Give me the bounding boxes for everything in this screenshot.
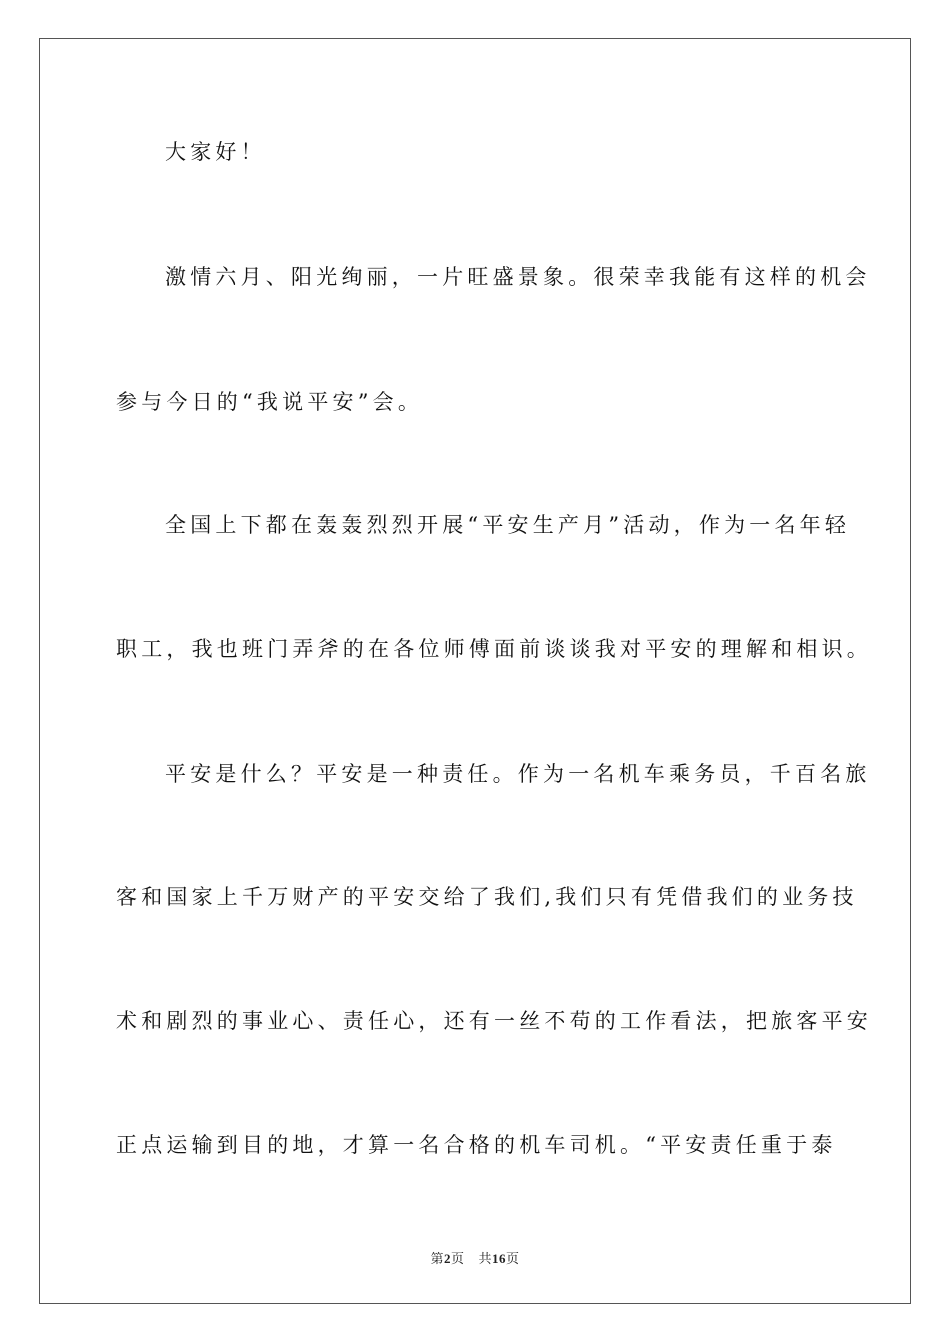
paragraph-line: 客和国家上千万财产的平安交给了我们,我们只有凭借我们的业务技 [116, 885, 858, 909]
paragraph-line: 全国上下都在轰轰烈烈开展“平安生产月”活动，作为一名年轻 [165, 513, 851, 537]
paragraph-line: 职工，我也班门弄斧的在各位师傅面前谈谈我对平安的理解和相识。 [116, 637, 872, 661]
total-suffix: 页 [506, 1251, 520, 1266]
paragraph-line: 激情六月、阳光绚丽，一片旺盛景象。很荣幸我能有这样的机会 [165, 265, 871, 289]
total-prefix: 共 [478, 1251, 493, 1266]
page-suffix: 页 [450, 1251, 465, 1266]
paragraph-line: 正点运输到目的地，才算一名合格的机车司机。“平安责任重于泰 [116, 1133, 837, 1157]
paragraph-line: 平安是什么？平安是一种责任。作为一名机车乘务员，千百名旅 [165, 762, 871, 786]
paragraph-greeting: 大家好！ [165, 140, 266, 164]
page-current: 2 [443, 1251, 451, 1266]
paragraph-line: 参与今日的“我说平安”会。 [116, 390, 424, 414]
page-frame [39, 38, 911, 1304]
page-total: 16 [492, 1251, 507, 1266]
paragraph-line: 术和剧烈的事业心、责任心，还有一丝不苟的工作看法，把旅客平安 [116, 1009, 872, 1033]
page-prefix: 第 [430, 1251, 444, 1266]
page-footer [0, 1248, 950, 1267]
